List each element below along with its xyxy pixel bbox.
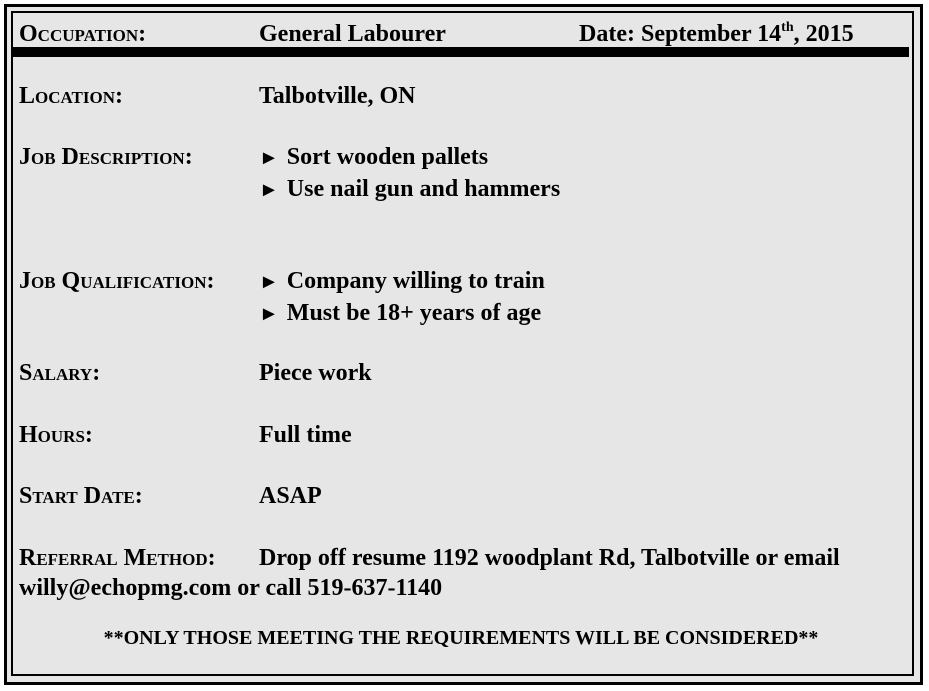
- job-description-row: [19, 142, 561, 202]
- bullet-arrow-icon: ►: [259, 303, 279, 325]
- referral-value-line1: Drop off resume 1192 woodplant Rd, Talbotville or email: [259, 545, 840, 571]
- list-item: ► Company willing to train: [259, 268, 545, 294]
- list-item: ► Sort wooden pallets: [259, 144, 489, 170]
- list-item: ► Must be 18+ years of age: [259, 300, 542, 326]
- list-item: ► Use nail gun and hammers: [259, 176, 561, 202]
- occupation-label: Occupation:: [19, 21, 147, 47]
- referral-row-continued: [19, 573, 442, 603]
- start-date-label: Start Date:: [19, 483, 143, 509]
- job-description-list: [259, 142, 560, 206]
- referral-value-line2: willy@echopmg.com or call 519-637-1140: [19, 575, 443, 601]
- referral-row: [19, 543, 840, 573]
- bullet-arrow-icon: ►: [259, 179, 279, 201]
- header-row: [19, 19, 854, 49]
- hours-label: Hours:: [19, 422, 93, 448]
- hours-row: [19, 420, 352, 450]
- start-date-value: ASAP: [259, 483, 322, 509]
- date-ordinal: th: [781, 20, 794, 35]
- requirements-notice: **ONLY THOSE MEETING THE REQUIREMENTS WILL BE CONSIDERED**: [103, 627, 819, 649]
- start-date-row: [19, 481, 322, 511]
- referral-label: Referral Method:: [19, 545, 216, 571]
- location-row: [19, 81, 416, 111]
- occupation-value: General Labourer: [259, 21, 446, 47]
- date-year: , 2015: [793, 21, 854, 47]
- posting-date: [579, 19, 854, 49]
- salary-label: Salary:: [19, 360, 101, 386]
- bullet-arrow-icon: ►: [259, 147, 279, 169]
- job-qualification-label: Job Qualification:: [19, 268, 215, 294]
- job-qualification-list: [259, 266, 545, 330]
- job-posting-frame: [4, 4, 923, 685]
- job-posting-inner-frame: [11, 11, 914, 676]
- date-prefix: Date: September 14: [579, 21, 782, 47]
- job-description-label: Job Description:: [19, 144, 193, 170]
- bullet-arrow-icon: ►: [259, 271, 279, 293]
- hours-value: Full time: [259, 422, 352, 448]
- salary-value: Piece work: [259, 360, 372, 386]
- location-label: Location:: [19, 83, 123, 109]
- salary-row: [19, 358, 372, 388]
- header-divider: [13, 47, 909, 57]
- location-value: Talbotville, ON: [259, 83, 416, 109]
- job-qualification-row: [19, 266, 545, 326]
